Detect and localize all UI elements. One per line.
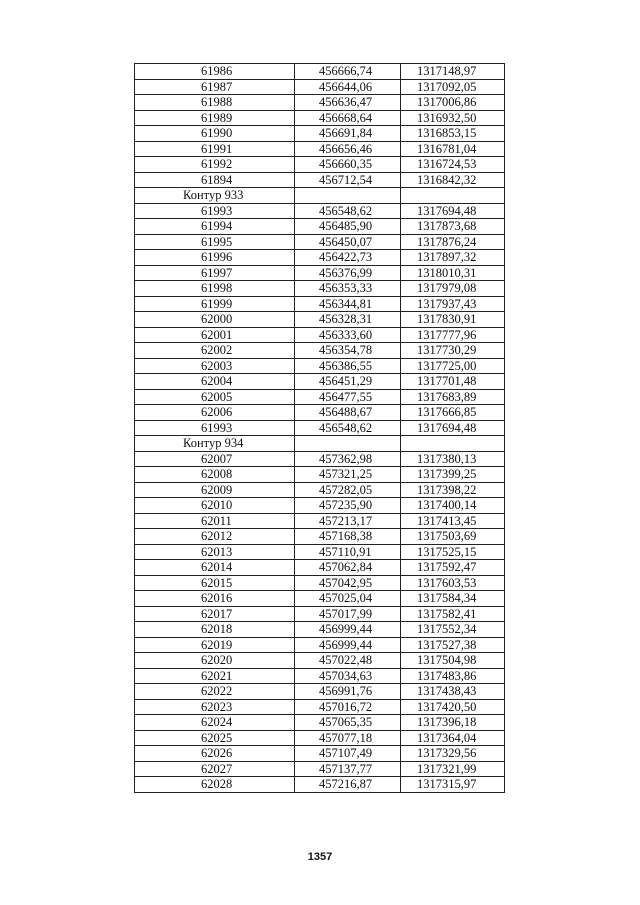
point-number-cell: 62028 <box>135 777 295 793</box>
point-number-cell: 62025 <box>135 730 295 746</box>
contour-label: Контур 934 <box>135 436 295 452</box>
y-coordinate-cell: 1317504,98 <box>401 653 505 669</box>
y-coordinate-cell: 1317694,48 <box>401 420 505 436</box>
y-coordinate-cell: 1317413,45 <box>401 513 505 529</box>
y-coordinate-cell: 1317701,48 <box>401 374 505 390</box>
y-coordinate-cell: 1317321,99 <box>401 761 505 777</box>
y-coordinate-cell: 1317830,91 <box>401 312 505 328</box>
x-coordinate-cell: 456328,31 <box>295 312 401 328</box>
x-coordinate-cell: 457137,77 <box>295 761 401 777</box>
table-row <box>135 327 505 343</box>
x-coordinate-cell: 456488,67 <box>295 405 401 421</box>
y-coordinate-cell: 1317777,96 <box>401 327 505 343</box>
empty-cell <box>295 188 401 204</box>
x-coordinate-cell: 457077,18 <box>295 730 401 746</box>
y-coordinate-cell: 1317398,22 <box>401 482 505 498</box>
point-number-cell: 62022 <box>135 684 295 700</box>
y-coordinate-cell: 1317876,24 <box>401 234 505 250</box>
x-coordinate-cell: 456376,99 <box>295 265 401 281</box>
point-number-cell: 62019 <box>135 637 295 653</box>
x-coordinate-cell: 457362,98 <box>295 451 401 467</box>
point-number-cell: 61992 <box>135 157 295 173</box>
y-coordinate-cell: 1317725,00 <box>401 358 505 374</box>
x-coordinate-cell: 456485,90 <box>295 219 401 235</box>
x-coordinate-cell: 457065,35 <box>295 715 401 731</box>
x-coordinate-cell: 457213,17 <box>295 513 401 529</box>
point-number-cell: 61991 <box>135 141 295 157</box>
table-row <box>135 637 505 653</box>
x-coordinate-cell: 457017,99 <box>295 606 401 622</box>
table-row <box>135 715 505 731</box>
coordinates-table <box>134 63 505 793</box>
table-row <box>135 281 505 297</box>
table-row <box>135 606 505 622</box>
table-row <box>135 529 505 545</box>
y-coordinate-cell: 1317364,04 <box>401 730 505 746</box>
point-number-cell: 61993 <box>135 203 295 219</box>
point-number-cell: 62007 <box>135 451 295 467</box>
point-number-cell: 62023 <box>135 699 295 715</box>
table-row <box>135 234 505 250</box>
y-coordinate-cell: 1317552,34 <box>401 622 505 638</box>
table-row <box>135 591 505 607</box>
point-number-cell: 62002 <box>135 343 295 359</box>
table-row <box>135 250 505 266</box>
x-coordinate-cell: 456999,44 <box>295 622 401 638</box>
x-coordinate-cell: 457062,84 <box>295 560 401 576</box>
table-row <box>135 157 505 173</box>
y-coordinate-cell: 1317006,86 <box>401 95 505 111</box>
x-coordinate-cell: 456691,84 <box>295 126 401 142</box>
table-row <box>135 560 505 576</box>
table-row <box>135 420 505 436</box>
table-row <box>135 730 505 746</box>
x-coordinate-cell: 457022,48 <box>295 653 401 669</box>
table-row <box>135 172 505 188</box>
point-number-cell: 62006 <box>135 405 295 421</box>
table-row <box>135 467 505 483</box>
y-coordinate-cell: 1317666,85 <box>401 405 505 421</box>
table-row <box>135 358 505 374</box>
point-number-cell: 62003 <box>135 358 295 374</box>
y-coordinate-cell: 1317483,86 <box>401 668 505 684</box>
y-coordinate-cell: 1317396,18 <box>401 715 505 731</box>
x-coordinate-cell: 456451,29 <box>295 374 401 390</box>
table-row <box>135 575 505 591</box>
point-number-cell: 62004 <box>135 374 295 390</box>
x-coordinate-cell: 456422,73 <box>295 250 401 266</box>
table-row <box>135 79 505 95</box>
y-coordinate-cell: 1317582,41 <box>401 606 505 622</box>
y-coordinate-cell: 1317584,34 <box>401 591 505 607</box>
x-coordinate-cell: 457168,38 <box>295 529 401 545</box>
point-number-cell: 61995 <box>135 234 295 250</box>
coordinates-table-body <box>135 64 505 793</box>
x-coordinate-cell: 457216,87 <box>295 777 401 793</box>
y-coordinate-cell: 1317148,97 <box>401 64 505 80</box>
y-coordinate-cell: 1317380,13 <box>401 451 505 467</box>
empty-cell <box>401 436 505 452</box>
x-coordinate-cell: 456333,60 <box>295 327 401 343</box>
table-row <box>135 265 505 281</box>
table-row <box>135 653 505 669</box>
x-coordinate-cell: 457282,05 <box>295 482 401 498</box>
y-coordinate-cell: 1317400,14 <box>401 498 505 514</box>
x-coordinate-cell: 456450,07 <box>295 234 401 250</box>
y-coordinate-cell: 1317730,29 <box>401 343 505 359</box>
x-coordinate-cell: 456666,74 <box>295 64 401 80</box>
point-number-cell: 62013 <box>135 544 295 560</box>
y-coordinate-cell: 1317092,05 <box>401 79 505 95</box>
x-coordinate-cell: 457321,25 <box>295 467 401 483</box>
point-number-cell: 61999 <box>135 296 295 312</box>
page-number: 1357 <box>307 851 333 863</box>
y-coordinate-cell: 1316932,50 <box>401 110 505 126</box>
y-coordinate-cell: 1318010,31 <box>401 265 505 281</box>
x-coordinate-cell: 456644,06 <box>295 79 401 95</box>
x-coordinate-cell: 456386,55 <box>295 358 401 374</box>
y-coordinate-cell: 1317329,56 <box>401 746 505 762</box>
point-number-cell: 62014 <box>135 560 295 576</box>
point-number-cell: 62015 <box>135 575 295 591</box>
table-row <box>135 343 505 359</box>
x-coordinate-cell: 456660,35 <box>295 157 401 173</box>
point-number-cell: 61988 <box>135 95 295 111</box>
y-coordinate-cell: 1317592,47 <box>401 560 505 576</box>
x-coordinate-cell: 457025,04 <box>295 591 401 607</box>
y-coordinate-cell: 1316781,04 <box>401 141 505 157</box>
table-row <box>135 513 505 529</box>
point-number-cell: 62012 <box>135 529 295 545</box>
y-coordinate-cell: 1317438,43 <box>401 684 505 700</box>
point-number-cell: 62016 <box>135 591 295 607</box>
point-number-cell: 62017 <box>135 606 295 622</box>
x-coordinate-cell: 456477,55 <box>295 389 401 405</box>
x-coordinate-cell: 456354,78 <box>295 343 401 359</box>
point-number-cell: 61998 <box>135 281 295 297</box>
point-number-cell: 62018 <box>135 622 295 638</box>
empty-cell <box>401 188 505 204</box>
table-row <box>135 141 505 157</box>
point-number-cell: 62024 <box>135 715 295 731</box>
point-number-cell: 61997 <box>135 265 295 281</box>
contour-header-row <box>135 188 505 204</box>
y-coordinate-cell: 1316853,15 <box>401 126 505 142</box>
x-coordinate-cell: 456656,46 <box>295 141 401 157</box>
point-number-cell: 62021 <box>135 668 295 684</box>
point-number-cell: 62000 <box>135 312 295 328</box>
point-number-cell: 62026 <box>135 746 295 762</box>
x-coordinate-cell: 456991,76 <box>295 684 401 700</box>
table-row <box>135 203 505 219</box>
y-coordinate-cell: 1317525,15 <box>401 544 505 560</box>
y-coordinate-cell: 1317873,68 <box>401 219 505 235</box>
empty-cell <box>295 436 401 452</box>
table-row <box>135 312 505 328</box>
point-number-cell: 61996 <box>135 250 295 266</box>
point-number-cell: 62008 <box>135 467 295 483</box>
x-coordinate-cell: 456344,81 <box>295 296 401 312</box>
contour-label: Контур 933 <box>135 188 295 204</box>
table-row <box>135 746 505 762</box>
x-coordinate-cell: 457016,72 <box>295 699 401 715</box>
point-number-cell: 62011 <box>135 513 295 529</box>
x-coordinate-cell: 457107,49 <box>295 746 401 762</box>
table-row <box>135 296 505 312</box>
x-coordinate-cell: 457034,63 <box>295 668 401 684</box>
y-coordinate-cell: 1317399,25 <box>401 467 505 483</box>
table-row <box>135 482 505 498</box>
y-coordinate-cell: 1317683,89 <box>401 389 505 405</box>
x-coordinate-cell: 456548,62 <box>295 420 401 436</box>
y-coordinate-cell: 1317979,08 <box>401 281 505 297</box>
y-coordinate-cell: 1316842,32 <box>401 172 505 188</box>
table-row <box>135 544 505 560</box>
y-coordinate-cell: 1317420,50 <box>401 699 505 715</box>
y-coordinate-cell: 1317527,38 <box>401 637 505 653</box>
table-row <box>135 95 505 111</box>
y-coordinate-cell: 1317315,97 <box>401 777 505 793</box>
point-number-cell: 62009 <box>135 482 295 498</box>
x-coordinate-cell: 456668,64 <box>295 110 401 126</box>
y-coordinate-cell: 1317897,32 <box>401 250 505 266</box>
table-row <box>135 622 505 638</box>
y-coordinate-cell: 1317694,48 <box>401 203 505 219</box>
point-number-cell: 62005 <box>135 389 295 405</box>
table-row <box>135 110 505 126</box>
point-number-cell: 62020 <box>135 653 295 669</box>
x-coordinate-cell: 456548,62 <box>295 203 401 219</box>
point-number-cell: 61990 <box>135 126 295 142</box>
y-coordinate-cell: 1317503,69 <box>401 529 505 545</box>
table-row <box>135 64 505 80</box>
point-number-cell: 61993 <box>135 420 295 436</box>
x-coordinate-cell: 456636,47 <box>295 95 401 111</box>
x-coordinate-cell: 456353,33 <box>295 281 401 297</box>
y-coordinate-cell: 1317603,53 <box>401 575 505 591</box>
table-row <box>135 777 505 793</box>
table-row <box>135 684 505 700</box>
point-number-cell: 61894 <box>135 172 295 188</box>
point-number-cell: 62027 <box>135 761 295 777</box>
table-row <box>135 405 505 421</box>
x-coordinate-cell: 457110,91 <box>295 544 401 560</box>
x-coordinate-cell: 457042,95 <box>295 575 401 591</box>
point-number-cell: 61987 <box>135 79 295 95</box>
table-row <box>135 374 505 390</box>
table-row <box>135 699 505 715</box>
x-coordinate-cell: 457235,90 <box>295 498 401 514</box>
point-number-cell: 62010 <box>135 498 295 514</box>
point-number-cell: 62001 <box>135 327 295 343</box>
table-row <box>135 126 505 142</box>
y-coordinate-cell: 1316724,53 <box>401 157 505 173</box>
table-row <box>135 219 505 235</box>
point-number-cell: 61989 <box>135 110 295 126</box>
x-coordinate-cell: 456999,44 <box>295 637 401 653</box>
table-row <box>135 498 505 514</box>
point-number-cell: 61994 <box>135 219 295 235</box>
y-coordinate-cell: 1317937,43 <box>401 296 505 312</box>
point-number-cell: 61986 <box>135 64 295 80</box>
table-row <box>135 761 505 777</box>
table-row <box>135 451 505 467</box>
x-coordinate-cell: 456712,54 <box>295 172 401 188</box>
table-row <box>135 389 505 405</box>
contour-header-row <box>135 436 505 452</box>
table-row <box>135 668 505 684</box>
